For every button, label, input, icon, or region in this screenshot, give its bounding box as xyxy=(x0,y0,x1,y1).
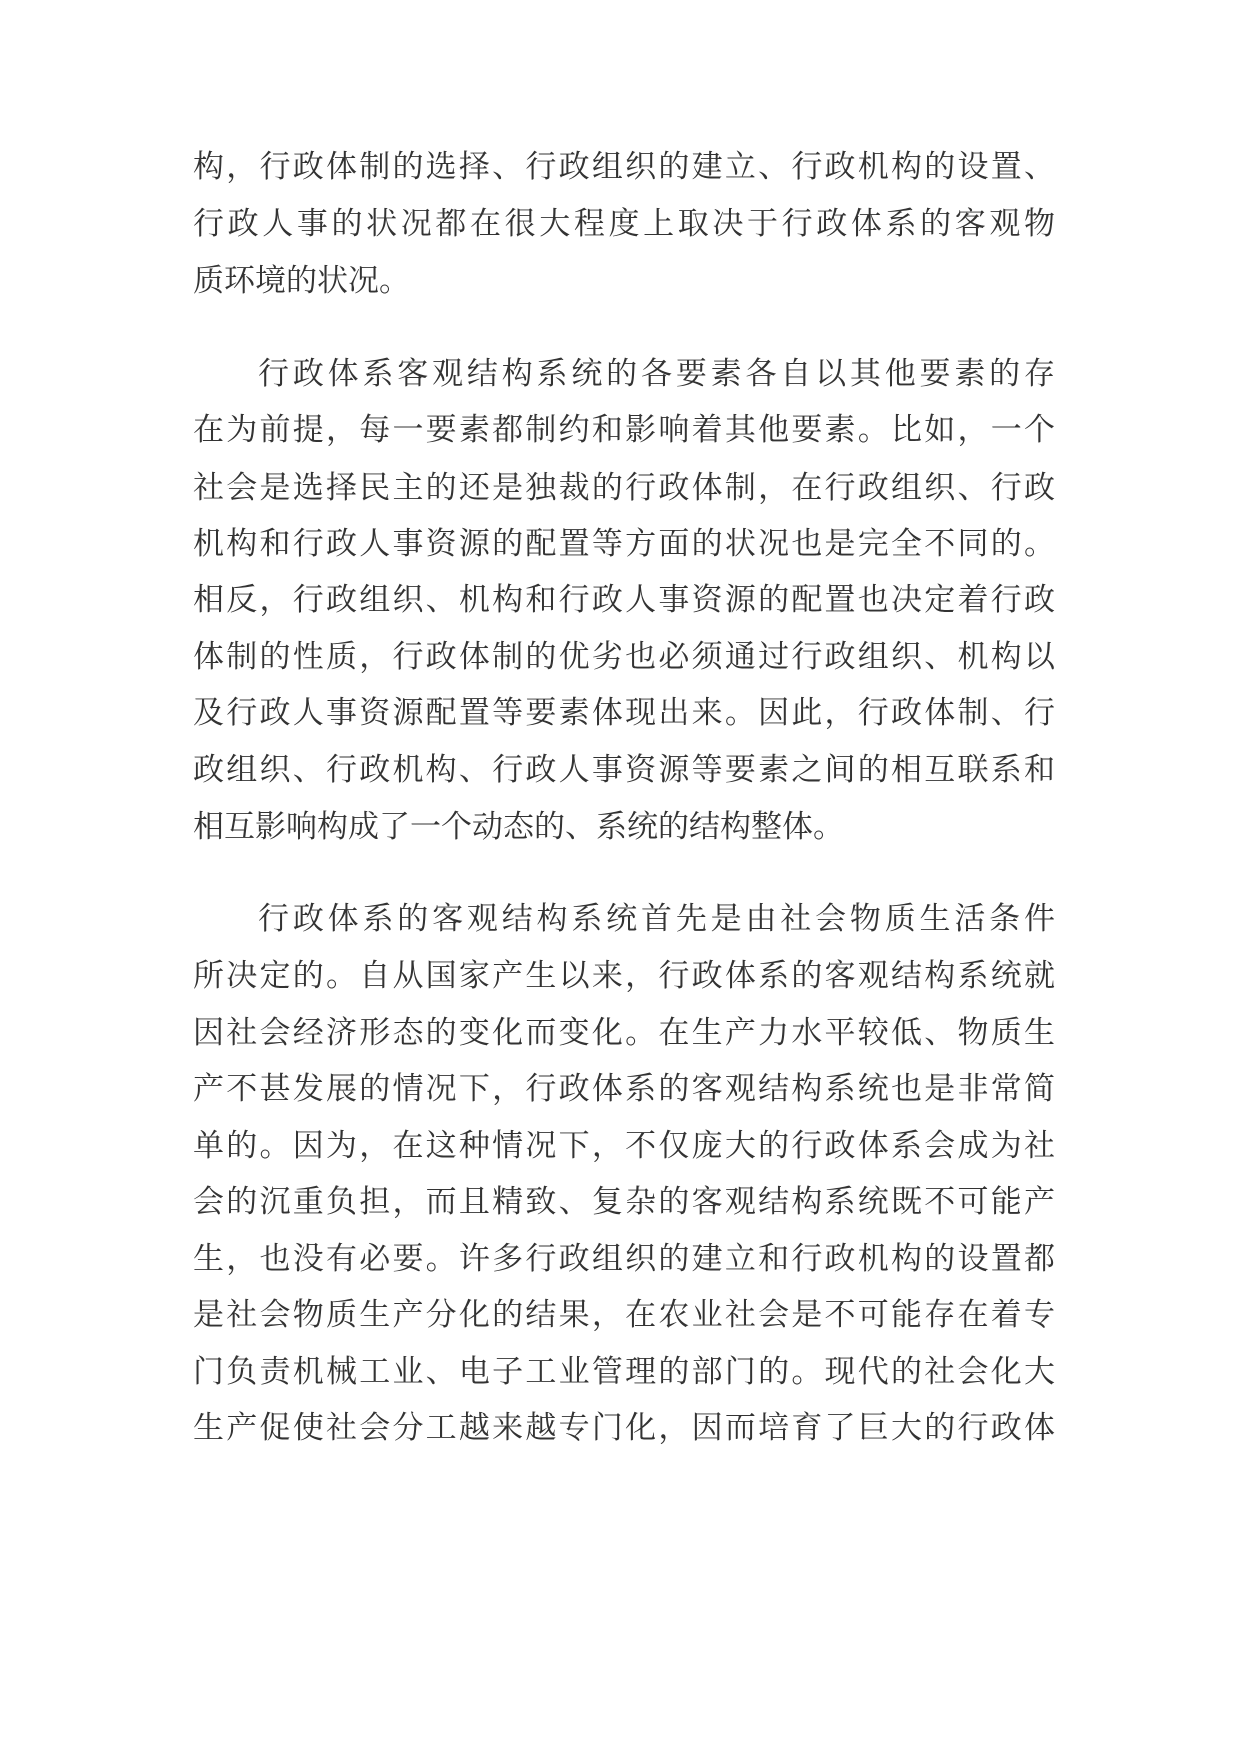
paragraph-3-line-2: 所决定的。自从国家产生以来，行政体系的客观结构系统就 xyxy=(193,958,1055,994)
paragraph-3-line-3: 因社会经济形态的变化而变化。在生产力水平较低、物质生 xyxy=(193,1015,1055,1051)
paragraph-1-line-3: 质环境的状况。 xyxy=(193,263,410,299)
paragraph-3-line-6: 会的沉重负担，而且精致、复杂的客观结构系统既不可能产 xyxy=(193,1184,1055,1220)
paragraph-3-line-5: 单的。因为，在这种情况下，不仅庞大的行政体系会成为社 xyxy=(193,1128,1055,1164)
paragraph-3-line-1: 行政体系的客观结构系统首先是由社会物质生活条件 xyxy=(258,901,1055,937)
paragraph-2-line-1: 行政体系客观结构系统的各要素各自以其他要素的存 xyxy=(258,356,1055,392)
paragraph-1-line-2: 行政人事的状况都在很大程度上取决于行政体系的客观物 xyxy=(193,206,1055,242)
paragraph-2-line-3: 社会是选择民主的还是独裁的行政体制，在行政组织、行政 xyxy=(193,470,1055,506)
paragraph-2-line-9: 相互影响构成了一个动态的、系统的结构整体。 xyxy=(193,809,844,845)
paragraph-3-line-9: 门负责机械工业、电子工业管理的部门的。现代的社会化大 xyxy=(193,1354,1055,1390)
paragraph-2-line-8: 政组织、行政机构、行政人事资源等要素之间的相互联系和 xyxy=(193,752,1055,788)
paragraph-2-line-5: 相反，行政组织、机构和行政人事资源的配置也决定着行政 xyxy=(193,582,1055,618)
paragraph-2-line-2: 在为前提，每一要素都制约和影响着其他要素。比如，一个 xyxy=(193,412,1055,448)
paragraph-3-line-4: 产不甚发展的情况下，行政体系的客观结构系统也是非常简 xyxy=(193,1071,1055,1107)
paragraph-3-line-10: 生产促使社会分工越来越专门化，因而培育了巨大的行政体 xyxy=(193,1410,1055,1446)
paragraph-2-line-6: 体制的性质，行政体制的优劣也必须通过行政组织、机构以 xyxy=(193,639,1055,675)
paragraph-1-line-1: 构，行政体制的选择、行政组织的建立、行政机构的设置、 xyxy=(193,149,1055,185)
paragraph-2-line-7: 及行政人事资源配置等要素体现出来。因此，行政体制、行 xyxy=(193,695,1055,731)
paragraph-3-line-7: 生，也没有必要。许多行政组织的建立和行政机构的设置都 xyxy=(193,1241,1055,1277)
paragraph-2-line-4: 机构和行政人事资源的配置等方面的状况也是完全不同的。 xyxy=(193,526,1055,562)
paragraph-3-line-8: 是社会物质生产分化的结果，在农业社会是不可能存在着专 xyxy=(193,1297,1055,1333)
